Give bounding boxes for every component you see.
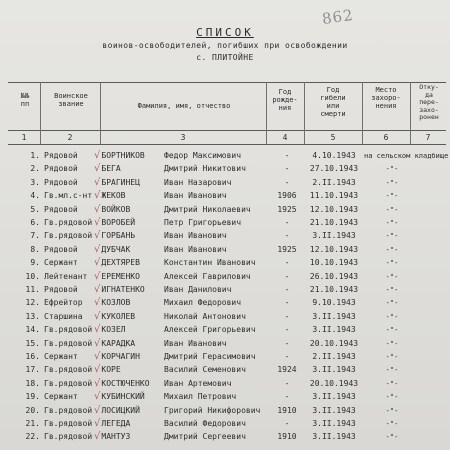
row-number: 21. xyxy=(25,419,40,428)
row-surname: √ВОРОБЕЙ xyxy=(94,217,136,228)
row-death-date: 3.II.1943 xyxy=(312,231,356,241)
column-index: 3 xyxy=(180,133,186,142)
row-given-names: Иван Иванович xyxy=(164,191,227,201)
row-number: 15. xyxy=(25,338,40,348)
row-death-date: 20.10.1943 xyxy=(309,338,359,348)
row-number: 7. xyxy=(30,231,40,241)
row-number: 2. xyxy=(30,164,40,174)
row-rank: Сержант xyxy=(44,392,78,402)
header-bottom-rule xyxy=(8,130,446,131)
column-header-reburied-from: Отку- да пере- захо- ронен xyxy=(419,83,439,121)
row-death-date: 21.10.1943 xyxy=(309,218,359,227)
row-rank: Гв.рядовой xyxy=(44,231,93,241)
row-birth-year: - xyxy=(284,325,290,335)
row-number: 13. xyxy=(25,311,40,321)
row-burial-place: -"- xyxy=(385,393,399,402)
row-number: 9. xyxy=(30,258,40,268)
table-top-rule xyxy=(8,82,446,83)
check-mark-icon: √ xyxy=(94,297,101,309)
check-mark-icon: √ xyxy=(94,404,101,416)
row-burial-place: -"- xyxy=(385,379,399,388)
row-birth-year: - xyxy=(284,352,290,361)
row-surname: √КУБИНСКИЙ xyxy=(94,391,145,403)
document-subtitle-line2: с. ПЛИТОЙНЕ xyxy=(196,53,254,62)
row-birth-year: - xyxy=(284,378,290,388)
row-death-date: 21.10.1943 xyxy=(309,285,359,294)
column-index: 1 xyxy=(21,133,27,142)
row-birth-year: - xyxy=(284,164,290,174)
row-birth-year: - xyxy=(284,218,290,227)
column-header-birth-year: Год рожде- ния xyxy=(272,88,298,112)
row-number: 17. xyxy=(25,365,40,375)
row-burial-place: -"- xyxy=(385,232,399,241)
handwritten-archive-number: 862 xyxy=(320,5,355,29)
row-burial-place: -"- xyxy=(385,205,399,214)
row-death-date: 10.10.1943 xyxy=(309,258,359,268)
row-burial-place: -"- xyxy=(385,326,399,335)
row-death-date: 3.II.1943 xyxy=(312,392,356,402)
table-row xyxy=(0,431,450,446)
row-given-names: Григорий Никифорович xyxy=(164,405,261,415)
row-given-names: Иван Иванович xyxy=(164,338,227,348)
row-death-date: 11.10.1943 xyxy=(309,191,359,201)
row-surname: √ГОРБАНЬ xyxy=(94,230,136,242)
row-surname: √БЕГА xyxy=(94,163,121,175)
row-rank: Гв.мл.с-нт xyxy=(44,191,93,201)
row-birth-year: 1925 xyxy=(277,244,297,254)
row-number: 8. xyxy=(30,244,40,254)
row-number: 20. xyxy=(25,405,40,415)
row-death-date: 3.II.1943 xyxy=(312,325,356,335)
row-given-names: Иван Данилович xyxy=(164,285,232,294)
row-given-names: Дмитрий Герасимович xyxy=(164,352,256,361)
row-death-date: 2.II.1943 xyxy=(312,352,356,361)
row-surname: √ИГНАТЕНКО xyxy=(94,284,145,295)
row-given-names: Константин Иванович xyxy=(164,258,256,268)
check-mark-icon: √ xyxy=(94,324,101,336)
column-index: 2 xyxy=(67,133,73,142)
row-number: 16. xyxy=(25,352,40,361)
row-birth-year: - xyxy=(284,392,290,402)
row-birth-year: - xyxy=(284,419,290,428)
row-rank: Сержант xyxy=(44,258,78,268)
row-given-names: Алексей Гаврилович xyxy=(164,271,251,281)
check-mark-icon: √ xyxy=(94,257,101,269)
row-death-date: 3.II.1943 xyxy=(312,405,356,415)
row-birth-year: - xyxy=(284,151,290,160)
row-rank: Рядовой xyxy=(44,177,78,187)
row-rank: Гв.рядовой xyxy=(44,218,93,227)
row-burial-place: -"- xyxy=(385,353,399,361)
row-number: 22. xyxy=(25,432,40,442)
row-birth-year: 1925 xyxy=(277,204,297,214)
row-given-names: Иван Иванович xyxy=(164,244,227,254)
row-given-names: Иван Артемович xyxy=(164,378,232,388)
row-given-names: Василий Семенович xyxy=(164,365,246,375)
row-burial-place: -"- xyxy=(385,299,399,308)
row-rank: Рядовой xyxy=(44,164,78,174)
row-surname: √ДЕХТЯРЕВ xyxy=(94,257,140,269)
row-surname: √ЕРЕМЕНКО xyxy=(94,270,140,282)
row-birth-year: - xyxy=(284,311,290,321)
row-birth-year: 1910 xyxy=(277,432,297,442)
check-mark-icon: √ xyxy=(94,270,101,282)
row-given-names: Михаил Петрович xyxy=(164,392,237,402)
row-birth-year: - xyxy=(284,271,290,281)
check-mark-icon: √ xyxy=(94,377,101,389)
check-mark-icon: √ xyxy=(94,418,101,429)
check-mark-icon: √ xyxy=(94,150,101,161)
check-mark-icon: √ xyxy=(94,176,101,188)
check-mark-icon: √ xyxy=(94,310,101,322)
row-number: 5. xyxy=(30,204,40,214)
column-header-number: №№ пп xyxy=(20,92,30,108)
row-given-names: Михаил Федорович xyxy=(164,298,242,308)
row-rank: Ефрейтор xyxy=(44,298,83,308)
row-surname: √КУКОЛЕВ xyxy=(94,310,136,322)
row-birth-year: - xyxy=(284,298,290,308)
row-birth-year: 1910 xyxy=(277,405,297,415)
row-birth-year: - xyxy=(284,231,290,241)
row-burial-place: -"- xyxy=(385,192,399,201)
column-index: 7 xyxy=(425,133,431,142)
row-given-names: Дмитрий Никитович xyxy=(164,164,246,174)
check-mark-icon: √ xyxy=(94,284,101,295)
row-death-date: 20.10.1943 xyxy=(309,378,359,388)
row-number: 3. xyxy=(30,177,40,187)
row-rank: Рядовой xyxy=(44,244,78,254)
row-death-date: 26.10.1943 xyxy=(309,271,359,281)
column-index: 6 xyxy=(383,133,389,142)
row-death-date: 3.II.1943 xyxy=(312,365,356,375)
row-given-names: Иван Назарович xyxy=(164,177,232,187)
row-burial-place: -"- xyxy=(385,286,399,294)
document-title: СПИСОК xyxy=(196,26,254,39)
row-number: 4. xyxy=(30,191,40,201)
check-mark-icon: √ xyxy=(94,391,101,403)
check-mark-icon: √ xyxy=(94,431,101,443)
row-death-date: 4.10.1943 xyxy=(312,151,356,160)
check-mark-icon: √ xyxy=(94,217,101,228)
row-rank: Гв.рядовой xyxy=(44,365,93,375)
row-surname: √КОЗЕЛ xyxy=(94,324,126,336)
check-mark-icon: √ xyxy=(94,337,101,349)
row-surname: √БРАГИНЕЦ xyxy=(94,176,140,188)
row-death-date: 12.10.1943 xyxy=(309,244,359,254)
row-given-names: Николай Антонович xyxy=(164,311,246,321)
row-death-date: 3.II.1943 xyxy=(312,432,356,442)
row-burial-place: -"- xyxy=(385,406,399,415)
column-header-death-year: Год гибели или смерти xyxy=(320,86,346,118)
row-burial-place: -"- xyxy=(385,312,399,321)
row-number: 12. xyxy=(25,298,40,308)
row-surname: √КАРАДКА xyxy=(94,337,136,349)
check-mark-icon: √ xyxy=(94,163,101,175)
row-birth-year: - xyxy=(284,338,290,348)
row-given-names: Дмитрий Сергеевич xyxy=(164,432,246,442)
row-rank: Гв.рядовой xyxy=(44,325,93,335)
row-number: 6. xyxy=(30,218,40,227)
row-surname: √КОРЕ xyxy=(94,364,121,376)
row-number: 18. xyxy=(25,378,40,388)
row-surname: √БОРТНИКОВ xyxy=(94,150,145,161)
row-birth-year: 1906 xyxy=(277,191,297,201)
check-mark-icon: √ xyxy=(94,243,101,255)
row-given-names: Петр Григорьевич xyxy=(164,218,242,227)
row-death-date: 2.II.1943 xyxy=(312,177,356,187)
column-index: 4 xyxy=(282,133,288,142)
row-number: 14. xyxy=(25,325,40,335)
column-header-burial-place: Место захоро- нения xyxy=(371,86,401,110)
row-rank: Рядовой xyxy=(44,151,78,160)
row-given-names: Дмитрий Николаевич xyxy=(164,204,251,214)
row-number: 1. xyxy=(30,151,40,160)
row-death-date: 9.10.1943 xyxy=(312,298,356,308)
row-number: 19. xyxy=(25,392,40,402)
document-subtitle-line1: воинов-освободителей, погибших при освобождении xyxy=(102,41,348,50)
row-surname: √КОСТЮЧЕНКО xyxy=(94,377,150,389)
row-surname: √МАНТУЗ xyxy=(94,431,131,443)
row-burial-place: на сельском кладбище xyxy=(364,152,449,160)
check-mark-icon: √ xyxy=(94,351,101,362)
row-death-date: 27.10.1943 xyxy=(309,164,359,174)
row-rank: Гв.рядовой xyxy=(44,378,93,388)
check-mark-icon: √ xyxy=(94,230,101,242)
column-header-rank: Воинское звание xyxy=(54,92,88,108)
row-burial-place: -"- xyxy=(385,178,399,187)
row-rank: Старшина xyxy=(44,311,83,321)
row-number: 11. xyxy=(25,285,40,294)
check-mark-icon: √ xyxy=(94,364,101,376)
row-rank: Гв.рядовой xyxy=(44,432,93,442)
row-rank: Рядовой xyxy=(44,204,78,214)
check-mark-icon: √ xyxy=(94,203,101,215)
row-surname: √ЛЕГЕДА xyxy=(94,418,131,429)
row-number: 10. xyxy=(25,271,40,281)
row-birth-year: 1924 xyxy=(277,365,297,375)
row-given-names: Василий Федорович xyxy=(164,419,246,428)
row-surname: √КОРЧАГИН xyxy=(94,351,140,362)
row-burial-place: -"- xyxy=(385,272,399,281)
check-mark-icon: √ xyxy=(94,190,101,202)
row-surname: √КОЗЛОВ xyxy=(94,297,131,309)
row-surname: √ДУБЧАК xyxy=(94,243,131,255)
row-rank: Рядовой xyxy=(44,285,78,294)
row-burial-place: -"- xyxy=(385,433,399,442)
row-death-date: 3.II.1943 xyxy=(312,311,356,321)
row-rank: Гв.рядовой xyxy=(44,405,93,415)
row-birth-year: - xyxy=(284,258,290,268)
row-rank: Лейтенант xyxy=(44,271,88,281)
row-burial-place: -"- xyxy=(385,366,399,375)
row-death-date: 3.II.1943 xyxy=(312,419,356,428)
row-burial-place: -"- xyxy=(385,259,399,268)
row-given-names: Алексей Григорьевич xyxy=(164,325,256,335)
row-rank: Гв.рядовой xyxy=(44,338,93,348)
row-given-names: Федор Максимович xyxy=(164,151,242,160)
row-rank: Гв.рядовой xyxy=(44,419,93,428)
row-burial-place: -"- xyxy=(385,165,399,174)
row-burial-place: -"- xyxy=(385,219,399,227)
row-burial-place: -"- xyxy=(385,420,399,428)
column-index: 5 xyxy=(330,133,336,142)
row-birth-year: - xyxy=(284,177,290,187)
row-birth-year: - xyxy=(284,285,290,294)
column-header-full-name: Фамилия, имя, отчество xyxy=(137,102,231,110)
index-row-rule xyxy=(8,144,446,145)
row-surname: √ВОЙКОВ xyxy=(94,203,131,215)
row-burial-place: -"- xyxy=(385,245,399,254)
row-burial-place: -"- xyxy=(385,339,399,348)
row-rank: Сержант xyxy=(44,352,78,361)
row-surname: √ЖЕКОВ xyxy=(94,190,126,202)
row-surname: √ЛОСИЦКИЙ xyxy=(94,404,140,416)
row-death-date: 12.10.1943 xyxy=(309,204,359,214)
row-given-names: Иван Иванович xyxy=(164,231,227,241)
